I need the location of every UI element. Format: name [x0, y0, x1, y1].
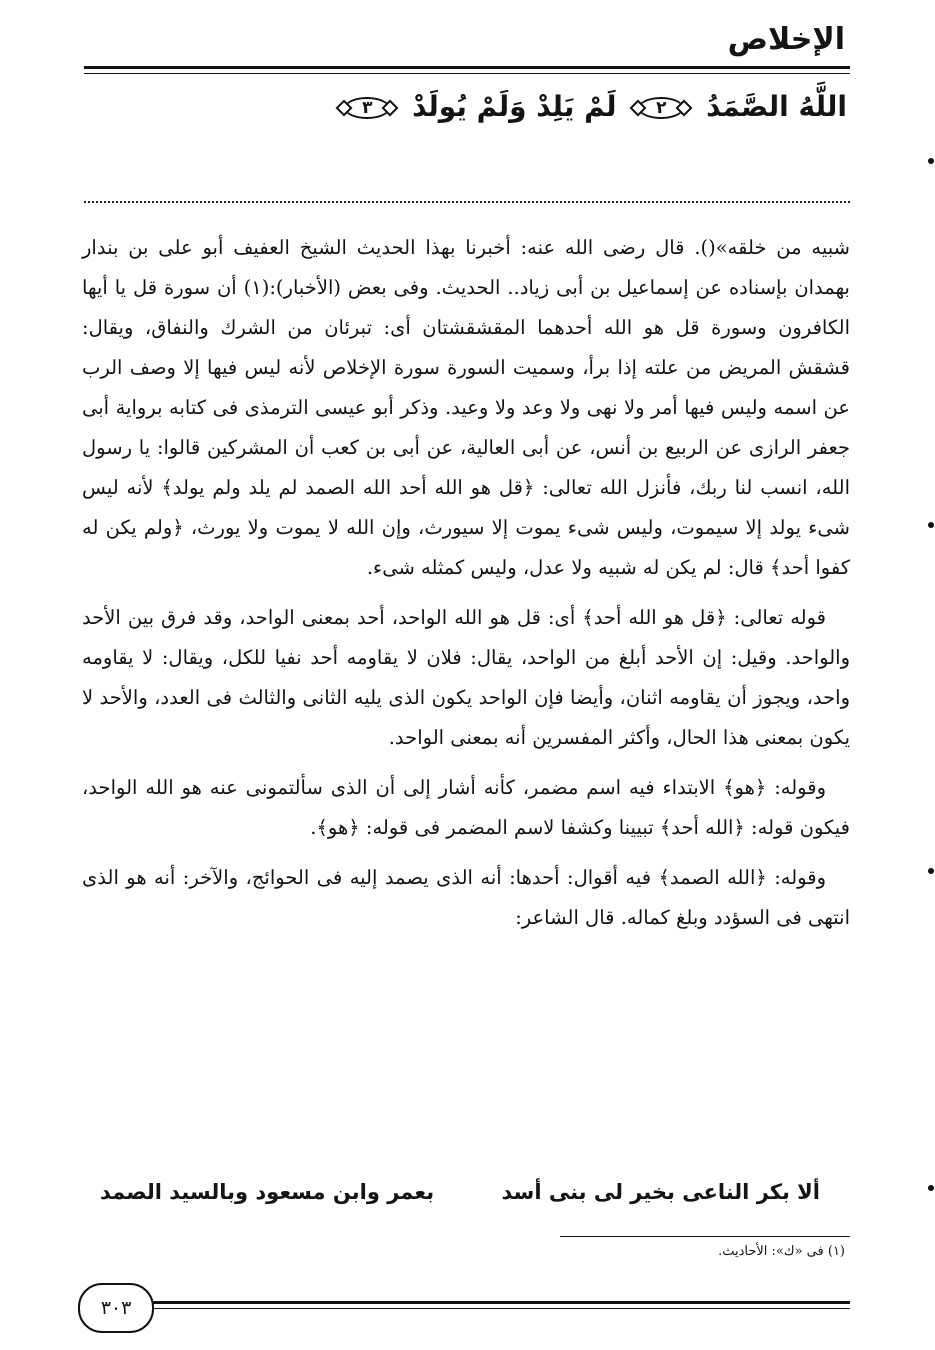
paragraph-2: قوله تعالى: ﴿قل هو الله أحد﴾ أى: قل هو الله الواحد، أحد بمعنى الواحد، وقد فرق بين الأحد والواحد. وقيل: إن الأحد أبلغ من الواحد، يقال: فلان لا يقاومه أحد نفيا للكل، ويقال: لا يقاومه واحد، ويجوز أن يقاومه اثنان، وأيضا فإن الواحد يكون الذى يليه الثانى والثالث فى العدد، والأحد لا يكون بمعنى هذا الحال، وأكثر المفسرين أنه بمعنى الواحد. [82, 606, 850, 749]
header-rule-thick [84, 66, 850, 69]
body-text [82, 228, 850, 948]
page-number: ٣٠٣ [78, 1283, 154, 1333]
poem-hemistich-1: ألا بكر الناعى بخير لى بنى أسد [501, 1180, 820, 1204]
margin-mark [928, 522, 934, 528]
poem-verse [100, 1180, 820, 1220]
surah-title: الإخلاص [727, 22, 845, 57]
paragraph-4: وقوله: ﴿الله الصمد﴾ فيه أقوال: أحدها: أنه الذى يصمد إليه فى الحوائج، والآخر: أنه هو الذى انتهى فى السؤدد وبلغ كماله. قال الشاعر: [82, 866, 850, 929]
paragraph-3: وقوله: ﴿هو﴾ الابتداء فيه اسم مضمر، كأنه أشار إلى أن الذى سألتمونى عنه هو الله الواحد، فيكون قوله: ﴿الله أحد﴾ تبيينا وكشفا لاسم المضمر فى قوله: ﴿هو﴾. [82, 776, 850, 839]
paragraph-1: شبيه من خلقه»(). قال رضى الله عنه: أخبرنا بهذا الحديث الشيخ العفيف أبو على بن بندار بهمدان بإسناده عن إسماعيل بن أبى زياد.. الحديث. وفى بعض (الأخبار):(١) أن سورة قل يا أيها الكافرون وسورة قل هو الله أحدهما المقشقشتان أى: تبرئان من الشرك والنفاق، ويقال: قشقش المريض من علته إذا برأ، وسميت السورة سورة الإخلاص لأنه ليس فيها إلا وصف الرب عن اسمه وليس فيها أمر ولا نهى ولا وعد ولا وعيد. وذكر أبو عيسى الترمذى فى كتابه برواية أبى جعفر الرازى عن الربيع بن أنس، عن أبى العالية، عن أبى بن كعب أن المشركين قالوا: يا رسول الله، انسب لنا ربك، فأنزل الله تعالى: ﴿قل هو الله أحد الله الصمد لم يلد ولم يولد﴾ لأنه ليس شىء يولد إلا سيموت، وليس شىء يموت إلا سيورث، وإن الله لا يموت ولا يورث، ﴿ولم يكن له كفوا أحد﴾ قال: لم يكن له شبيه ولا عدل، وليس كمثله شىء. [82, 236, 850, 579]
verse-2-text: اللَّهُ الصَّمَدُ [706, 90, 847, 123]
verse-2-marker [632, 93, 690, 123]
poem-hemistich-2: بعمر وابن مسعود وبالسيد الصمد [100, 1180, 435, 1204]
footnote-separator [560, 1236, 850, 1237]
verse-3-text: لَمْ يَلِدْ وَلَمْ يُولَدْ [412, 90, 617, 123]
verse-2-number: ٢ [656, 98, 667, 118]
footer-rule-thin [84, 1308, 850, 1309]
footer-rule-thick [84, 1301, 850, 1304]
verse-3-marker [338, 93, 396, 123]
dotted-separator [84, 201, 850, 203]
margin-mark [928, 1185, 934, 1191]
header-rule-thin [84, 73, 850, 74]
margin-mark [928, 868, 934, 874]
margin-mark [928, 158, 934, 164]
footnote: (١) فى «ك»: الأحاديث. [718, 1244, 845, 1259]
quran-verses [87, 90, 847, 123]
verse-3-number: ٣ [362, 98, 373, 118]
